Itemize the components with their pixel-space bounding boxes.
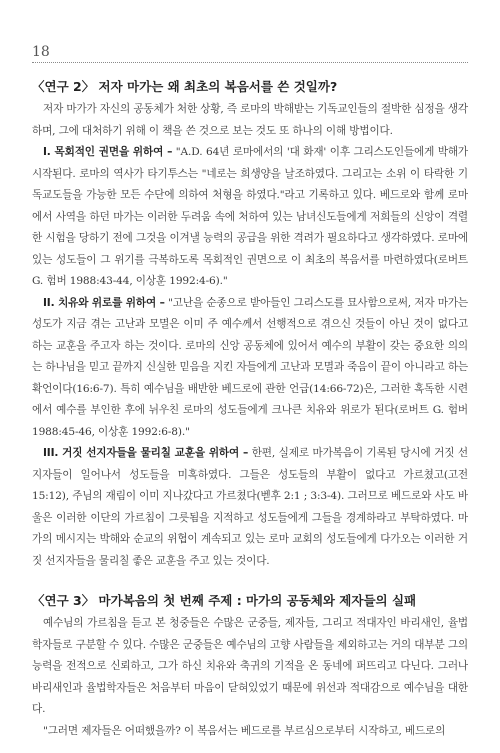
subheading: II. 치유와 위로를 위하여 – — [43, 296, 165, 309]
paragraph — [32, 293, 468, 444]
header-divider — [32, 62, 468, 63]
page-number: 18 — [32, 44, 50, 60]
subheading: I. 목회적인 권면을 위하여 – — [43, 146, 173, 158]
paragraph: "그러면 제자들은 어떠했을까? 이 복음서는 베드로를 부르심으로부터 시작하고, 베드로의 — [43, 724, 446, 737]
paragraph — [32, 142, 468, 293]
paragraph: 예수님의 가르침을 듣고 본 청중들은 수많은 군중들, 제자들, 그리고 적대자인 바리새인, 율법학자들로 구분할 수 있다. 수많은 군중들은 예수님의 고향 사람들을 제외하고는 거의 대부분 그의 능력을 전적으로 신뢰하고, 그가 하신 치유와 축귀의 기적을 온 동네에 퍼뜨리고 다닌다. 그러나 바리새인과 율법학자들은 처음부터 마음이 닫혀있었기 때문에 위선과 적대감으로 예수님을 대한다. — [32, 617, 468, 715]
paragraph: 저자 마가가 자신의 공동체가 처한 상황, 즉 로마의 박해받는 기독교인들의 절박한 심정을 생각하며, 그에 대처하기 위해 이 책을 쓴 것으로 보는 것도 또 하나의 이해 방법이다. — [32, 103, 468, 137]
subheading: III. 거짓 선지자들을 물리칠 교훈을 위하여 – — [43, 447, 249, 459]
paragraph — [32, 443, 468, 572]
paragraph-text: "고난을 순종으로 받아들인 그리스도를 묘사함으로써, 저자 마가는 성도가 지금 겪는 고난과 모멸은 이미 주 예수께서 선행적으로 겪으신 것들이 아닌 것이 없다고 하는 교훈을 주고자 하는 것이다. 로마의 신앙 공동체에 있어서 예수의 부활이 갖는 중요한 의의는 하나님을 믿고 끝까지 신실한 믿음을 지킨 자들에게 고난과 모멸과 죽음이 끝이 아니라고 하는 확언이다(16:6-7). 특히 예수님을 배반한 베드로에 관한 언급(14:66-72)은, 그러한 혹독한 시련에서 예수를 부인한 후에 뉘우친 로마의 성도들에게 크나큰 치유와 위로가 된다(로버트 G. 험버 1988:45-46, 이상훈 1992:6-8)." — [32, 296, 469, 438]
paragraph-text: "A.D. 64년 로마에서의 '대 화재' 이후 그리스도인들에게 박해가 시작된다. 로마의 역사가 타기투스는 "네로는 희생양을 날조하였다. 그리고는 소위 이 타락한 기독교도들을 가능한 모든 수단에 의하여 처형을 하였다."라고 기록하고 있다. 베드로와 함께 로마에서 사역을 하던 마가는 이러한 두려움 속에 처하여 있는 남녀신도들에게 저희들의 신앙이 격렬한 시험을 당하기 전에 그것을 이겨낼 능력의 공급을 위한 격려가 필요하다고 생각하였다. 로마에 있는 성도들이 그 위기를 극복하도록 목회적인 권면으로 이 최초의 복음서를 마련하였다(로버트 G. 험버 1988:43-44, 이상훈 1992:4-6)." — [32, 146, 468, 287]
section-heading: 〈연구 3〉 마가복음의 첫 번째 주제 : 마가의 공동체와 제자들의 실패 — [32, 593, 417, 608]
section-heading: 〈연구 2〉 저자 마가는 왜 최초의 복음서를 쓴 것일까? — [32, 79, 338, 94]
page-body — [32, 76, 468, 742]
paragraph-text: 한편, 실제로 마가복음이 기록된 당시에 거짓 선지자들이 일어나서 성도들을 미혹하였다. 그들은 성도들의 부활이 없다고 가르쳤고(고전 15:12), 주님의 재림이 이미 지나갔다고 가르쳤다(벧후 2:1 ; 3:3-4). 그러므로 베드로와 사도 바울은 이러한 이단의 가르침이 그릇됨을 지적하고 성도들에게 그들을 경계하라고 부탁하였다. 마가의 메시지는 박해와 순교의 위협이 계속되고 있는 로마 교회의 성도들에게 다가오는 이러한 거짓 선지자들을 물리칠 좋은 교훈을 주고 있는 것이다. — [32, 447, 468, 567]
